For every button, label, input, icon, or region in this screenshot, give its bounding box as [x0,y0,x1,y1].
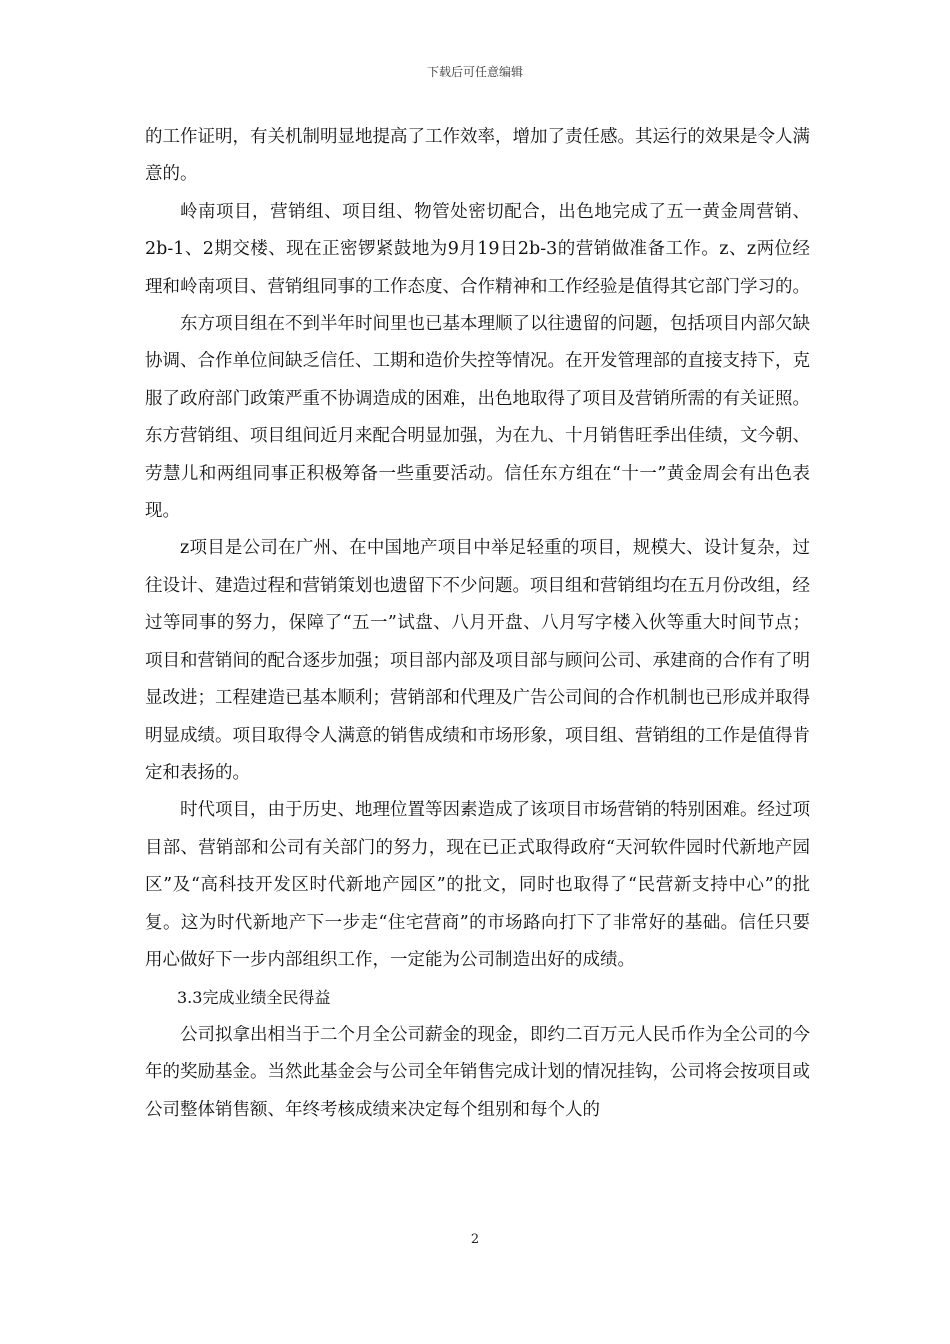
page-number: 2 [470,1232,480,1247]
paragraph-bonus-fund: 公司拟拿出相当于二个月全公司薪金的现金，即约二百万元人民币作为全公司的今年的奖励基金。当然此基金会与公司全年销售完成计划的情况挂钩，公司将会按项目或公司整体销售额、年终考核成绩来决定每个组别和每个人的 [145,1024,810,1120]
paragraph-lingnan-project: 岭南项目，营销组、项目组、物管处密切配合，出色地完成了五一黄金周营销、2b-1、2期交楼、现在正密锣紧鼓地为9月19日2b-3的营销做准备工作。z、z两位经理和岭南项目、营销组同事的工作态度、合作精神和工作经验是值得其它部门学习的。 [145,201,810,297]
page-header: 下载后可任意编辑 [426,65,523,79]
paragraph-z-project: z项目是公司在广州、在中国地产项目中举足轻重的项目，规模大、设计复杂，过往设计、建造过程和营销策划也遗留下不少问题。项目组和营销组均在五月份改组，经过等同事的努力，保障了“五一”试盘、八月开盘、八月写字楼入伙等重大时间节点；项目和营销间的配合逐步加强；项目部内部及项目部与顾问公司、承建商的合作有了明显改进；工程建造已基本顺利；营销部和代理及广告公司间的合作机制也已形成并取得明显成绩。项目取得令人满意的销售成绩和市场形象，项目组、营销组的工作是值得肯定和表扬的。 [145,538,810,783]
section-heading: 3.3完成业绩全民得益 [177,988,331,1008]
paragraph-dongfang-project: 东方项目组在不到半年时间里也已基本理顺了以往遗留的问题，包括项目内部欠缺协调、合作单位间缺乏信任、工期和造价失控等情况。在开发管理部的直接支持下，克服了政府部门政策严重不协调造成的困难，出色地取得了项目及营销所需的有关证照。东方营销组、项目组间近月来配合明显加强，为在九、十月销售旺季出佳绩，文今朝、劳慧儿和两组同事正积极筹备一些重要活动。信任东方组在“十一”黄金周会有出色表现。 [145,314,810,522]
paragraph-shidai-project: 时代项目，由于历史、地理位置等因素造成了该项目市场营销的特别困难。经过项目部、营销部和公司有关部门的努力，现在已正式取得政府“天河软件园时代新地产园区”及“高科技开发区时代新地产园区”的批文，同时也取得了“民营新支持中心”的批复。这为时代新地产下一步走“住宅营商”的市场路向打下了非常好的基础。信任只要用心做好下一步内部组织工作，一定能为公司制造出好的成绩。 [145,800,810,970]
document-body [145,119,810,1129]
paragraph-continuation: 的工作证明，有关机制明显地提高了工作效率，增加了责任感。其运行的效果是令人满意的。 [145,127,810,185]
